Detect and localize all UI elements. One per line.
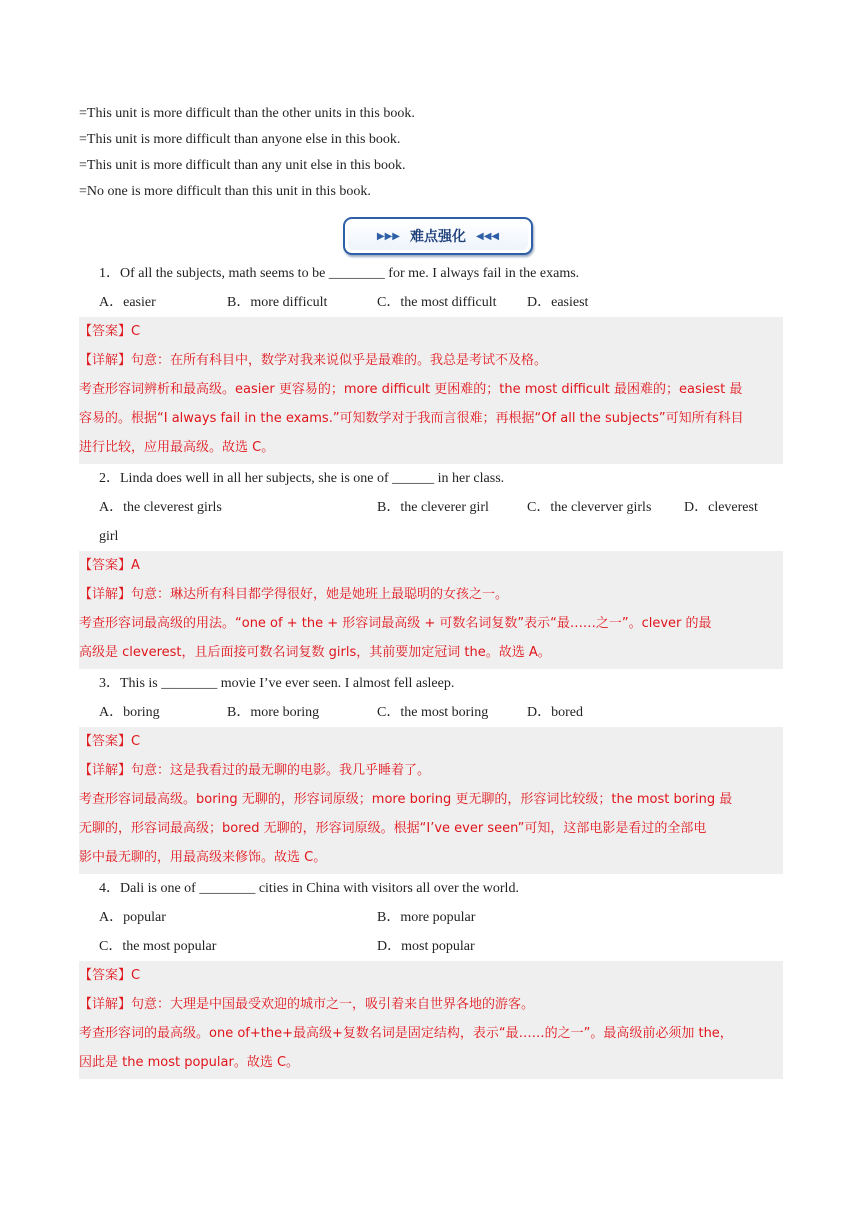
option-c: C．the cleverver girls	[527, 500, 652, 515]
answer-label: 【答案】A	[79, 558, 140, 573]
answer-box	[79, 727, 783, 874]
detail-line: 因此是 the most popular。故选 C。	[79, 1055, 300, 1070]
option-d-continued: girl	[99, 529, 119, 544]
detail-line: 容易的。根据“I always fail in the exams.”可知数学对于我而言很难；再根据“Of all the subjects”可知所有科目	[79, 411, 744, 426]
option-d: D．easiest	[527, 295, 589, 310]
option-b: B．the cleverer girl	[377, 500, 489, 515]
detail-line: 考查形容词的最高级。one of+the+最高级+复数名词是固定结构，表示“最……的之一”。最高级前必须加 the，	[79, 1026, 733, 1041]
detail-line: 【详解】句意：这是我看过的最无聊的电影。我几乎睡着了。	[79, 763, 431, 778]
detail-line: 高级是 cleverest，且后面接可数名词复数 girls，其前要加定冠词 the。故选 A。	[79, 645, 551, 660]
detail-line: 考查形容词辨析和最高级。easier 更容易的；more difficult 更困难的；the most difficult 最困难的；easiest 最	[79, 382, 743, 397]
right-arrows-icon: ▶▶▶	[376, 230, 400, 242]
question-stem: 3．This is ________ movie I’ve ever seen. I almost fell asleep.	[99, 676, 455, 691]
equivalents-block	[79, 101, 783, 205]
question-stem: 1．Of all the subjects, math seems to be ________ for me. I always fail in the exams.	[99, 266, 580, 281]
option-d: D．bored	[527, 705, 583, 720]
options-row	[79, 493, 783, 551]
option-b: B．more popular	[377, 910, 476, 925]
detail-line: 影中最无聊的，用最高级来修饰。故选 C。	[79, 850, 327, 865]
question-2	[79, 464, 783, 669]
detail-line: 【详解】句意：在所有科目中，数学对我来说似乎是最难的。我总是考试不及格。	[79, 353, 548, 368]
question-1	[79, 259, 783, 464]
option-a: A．easier	[99, 295, 156, 310]
option-d: D．cleverest	[684, 500, 758, 515]
option-c: C．the most boring	[377, 705, 489, 720]
detail-line: 进行比较，应用最高级。故选 C。	[79, 440, 275, 455]
detail-line: 【详解】句意：大理是中国最受欢迎的城市之一，吸引着来自世界各地的游客。	[79, 997, 535, 1012]
answer-box	[79, 961, 783, 1079]
options-row	[79, 903, 783, 932]
answer-label: 【答案】C	[79, 734, 141, 749]
equivalent-sentence: =This unit is more difficult than any unit else in this book.	[79, 158, 406, 173]
answer-label: 【答案】C	[79, 324, 141, 339]
equivalent-sentence: =This unit is more difficult than the other units in this book.	[79, 106, 415, 121]
answer-label: 【答案】C	[79, 968, 141, 983]
question-stem: 2．Linda does well in all her subjects, she is one of ______ in her class.	[99, 471, 505, 486]
option-b: B．more difficult	[227, 295, 328, 310]
option-a: A．boring	[99, 705, 160, 720]
left-arrows-icon: ◀◀◀	[476, 230, 500, 242]
section-title: 难点强化	[410, 229, 466, 245]
detail-line: 无聊的，形容词最高级；bored 无聊的，形容词原级。根据“I’ve ever seen”可知，这部电影是看过的全部电	[79, 821, 707, 836]
option-a: A．the cleverest girls	[99, 500, 222, 515]
option-c: C．the most difficult	[377, 295, 497, 310]
question-3	[79, 669, 783, 874]
option-d: D．most popular	[377, 939, 475, 954]
options-row	[79, 932, 783, 961]
question-4	[79, 874, 783, 1079]
document-page	[79, 101, 783, 1079]
detail-line: 【详解】句意：琳达所有科目都学得很好，她是她班上最聪明的女孩之一。	[79, 587, 509, 602]
equivalent-sentence: =No one is more difficult than this unit in this book.	[79, 184, 371, 199]
option-b: B．more boring	[227, 705, 320, 720]
option-c: C．the most popular	[99, 939, 217, 954]
equivalent-sentence: =This unit is more difficult than anyone else in this book.	[79, 132, 401, 147]
options-row	[79, 698, 783, 727]
answer-box	[79, 317, 783, 464]
question-stem: 4．Dali is one of ________ cities in China with visitors all over the world.	[99, 881, 519, 896]
section-banner-wrap	[79, 205, 783, 259]
detail-line: 考查形容词最高级的用法。“one of + the + 形容词最高级 + 可数名词复数”表示“最……之一”。clever 的最	[79, 616, 712, 631]
section-banner	[343, 217, 533, 255]
detail-line: 考查形容词最高级。boring 无聊的，形容词原级；more boring 更无聊的，形容词比较级；the most boring 最	[79, 792, 733, 807]
option-a: A．popular	[99, 910, 166, 925]
options-row	[79, 288, 783, 317]
answer-box	[79, 551, 783, 669]
